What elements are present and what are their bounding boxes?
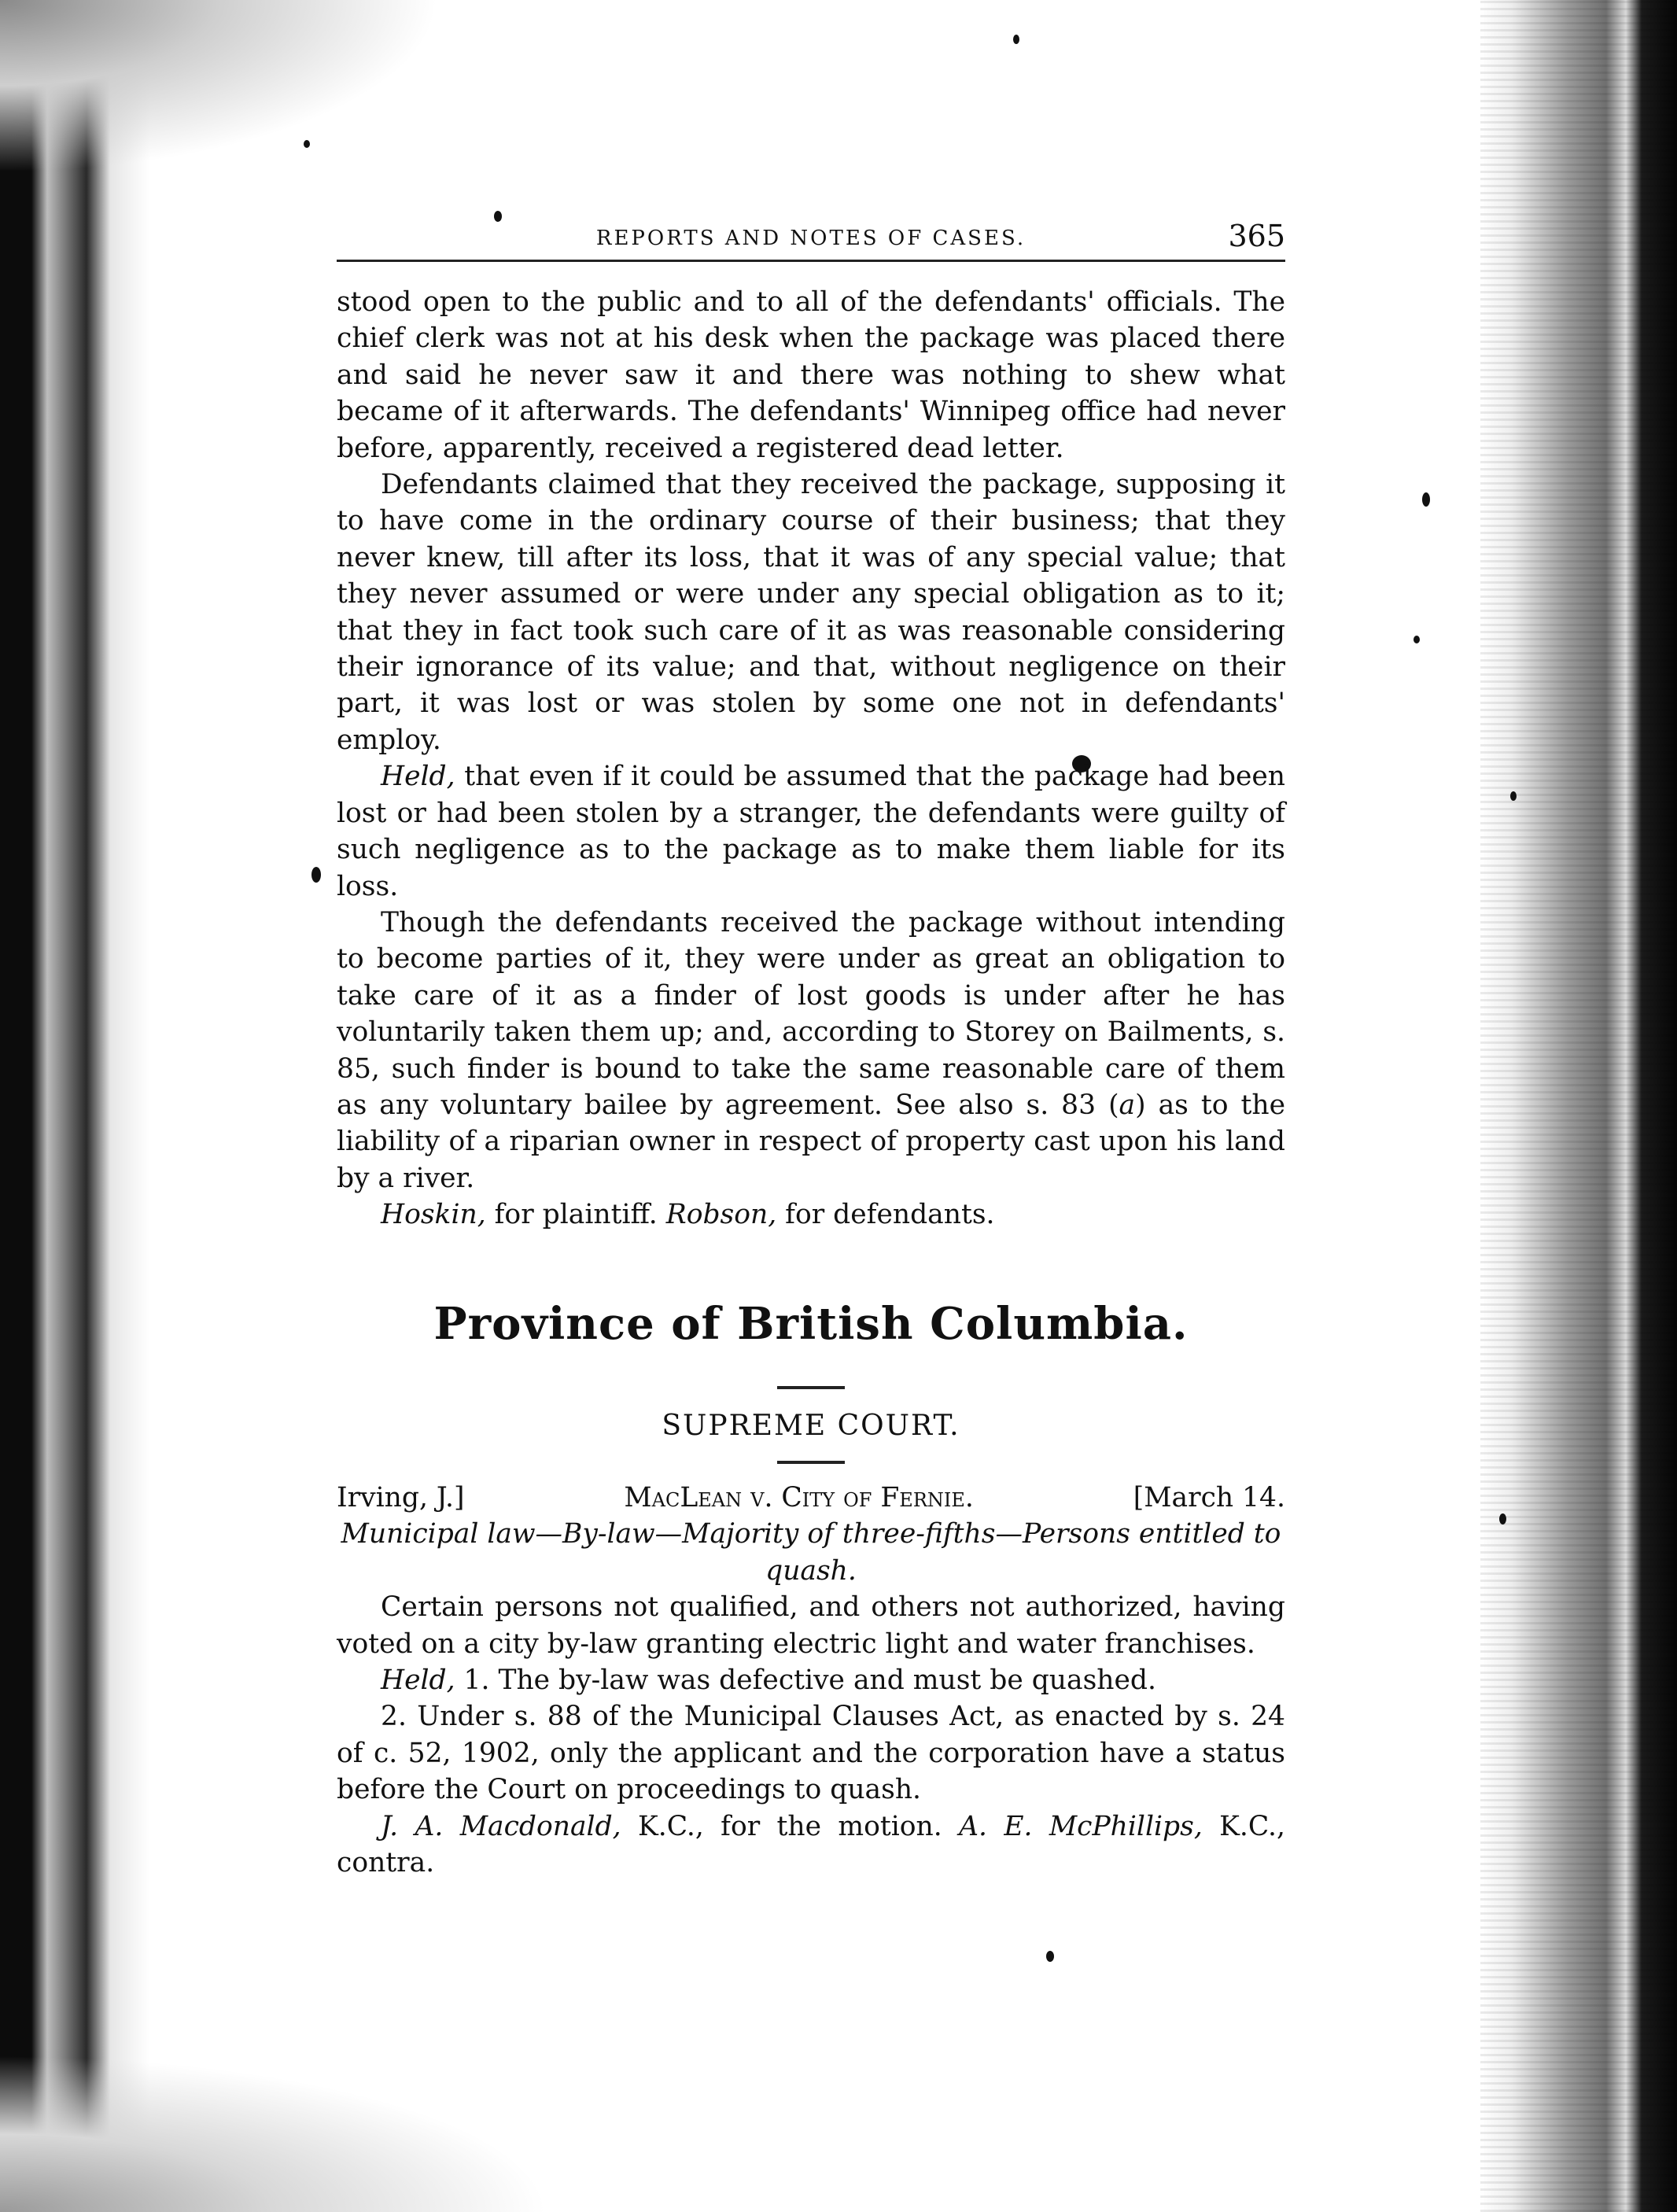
storey-text-after: ) as to the liability of a riparian owner in respect of property cast upon his land by a river. — [337, 1089, 1285, 1194]
storey-letter: a — [1119, 1089, 1136, 1121]
case-held-text: 1. The by-law was defective and must be quashed. — [455, 1665, 1156, 1697]
case-date: [March 14. — [1133, 1482, 1285, 1514]
motion-counsel: J. A. Macdonald, — [381, 1810, 621, 1842]
storey-paragraph — [337, 905, 1285, 1196]
scan-speck — [1046, 1951, 1054, 1962]
page-edge-right — [1480, 0, 1677, 2212]
binding-shadow-left — [0, 0, 149, 2212]
case-title: MacLean v. City of Fernie. — [624, 1482, 974, 1514]
binding-shadow-top — [0, 0, 440, 173]
counsel-line-2 — [337, 1808, 1285, 1882]
section-heading: Province of British Columbia. — [433, 1297, 1189, 1350]
counsel-line-1 — [337, 1196, 1285, 1233]
motion-role: K.C., for the motion. — [621, 1810, 960, 1842]
scan-speck — [1499, 1513, 1506, 1524]
scan-speck — [1510, 791, 1517, 801]
running-title: REPORTS AND NOTES OF CASES. — [595, 227, 1026, 250]
page-number: 365 — [1228, 219, 1285, 253]
defendant-counsel: Robson, — [665, 1199, 777, 1231]
scan-speck — [1013, 35, 1019, 44]
contra-counsel: A. E. McPhillips, — [959, 1810, 1203, 1842]
case-judge: Irving, J.] — [337, 1482, 465, 1514]
scan-speck — [1413, 636, 1420, 643]
held-paragraph — [337, 758, 1285, 905]
court-rule — [777, 1461, 845, 1464]
scan-speck — [311, 867, 321, 883]
held-lead: Held, — [381, 761, 455, 793]
heading-rule — [777, 1386, 845, 1389]
scan-speck — [304, 140, 310, 148]
binding-shadow-bottom — [0, 2055, 551, 2212]
contra-role: K.C., contra. — [337, 1810, 1285, 1879]
case-header — [337, 1480, 1285, 1516]
case-facts: Certain persons not qualified, and others not authorized, having voted on a city by-law granting electric light and water franchises. — [337, 1591, 1285, 1660]
storey-text-before: Though the defendants received the package without intending to become parties of it, they were under as great an obligation to take care of it as a finder of lost goods is under after he has voluntarily taken them up; and, according to Storey on Bailments, s. 85, such finder is bound to take the same reasonable care of them as any voluntary bailee by agreement. See also s. 83 ( — [337, 906, 1285, 1121]
paragraph-2: Defendants claimed that they received the package, supposing it to have come in the ordinary course of their business; that they never knew, till after its loss, that it was of any special value; that they never assumed or were under any special obligation as to it; that they in fact took such care of it as was reasonable considering their ignorance of its value; and that, without negligence on their part, it was lost or was stolen by some one not in defendants' employ. — [337, 469, 1285, 756]
plaintiff-role: for plaintiff. — [485, 1199, 666, 1231]
case-body — [337, 1589, 1285, 1881]
case-held-lead: Held, — [381, 1665, 455, 1697]
case-held — [337, 1662, 1285, 1698]
case-point-2: 2. Under s. 88 of the Municipal Clauses Act, as enacted by s. 24 of c. 52, 1902, only the applicant and the corporation have a status before the Court on proceedings to quash. — [337, 1701, 1285, 1806]
paragraph-1: stood open to the public and to all of the defendants' officials. The chief clerk was not at his desk when the package was placed there and said he never saw it and there was nothing to shew what became of it afterwards. The defendants' Winnipeg office had never before, apparently, received a registered dead letter. — [337, 286, 1285, 464]
catchwords: Municipal law—By-law—Majority of three-fifths—Persons entitled to quash. — [341, 1518, 1281, 1587]
defendant-role: for defendants. — [776, 1199, 995, 1231]
court-heading: SUPREME COURT. — [662, 1410, 960, 1443]
scan-speck — [1422, 492, 1430, 507]
plaintiff-counsel: Hoskin, — [381, 1199, 486, 1231]
running-head — [337, 212, 1285, 262]
held-text: that even if it could be assumed that the package had been lost or had been stolen by a stranger, the defendants were guilty of such negligence as to the package as to make them liable for its loss. — [337, 761, 1285, 902]
case-report-continued — [337, 284, 1285, 1233]
book-page — [337, 212, 1285, 1882]
